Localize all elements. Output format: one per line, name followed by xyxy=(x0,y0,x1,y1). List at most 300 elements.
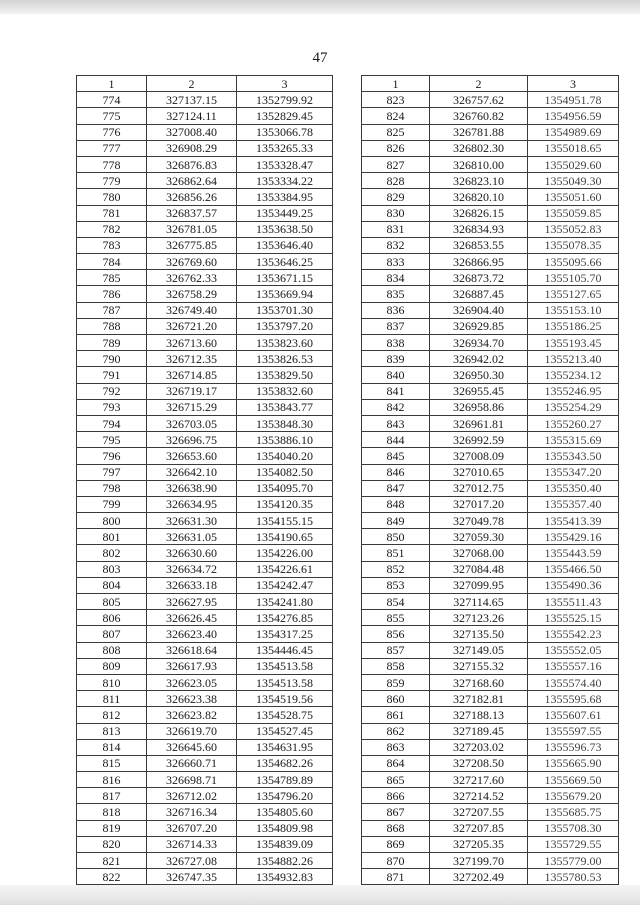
y-coordinate-cell: 1355350.40 xyxy=(528,480,619,496)
table-row xyxy=(362,707,619,723)
point-number-cell: 826 xyxy=(362,140,430,156)
point-number-cell: 823 xyxy=(362,92,430,108)
y-coordinate-cell: 1355260.27 xyxy=(528,415,619,431)
point-number-cell: 828 xyxy=(362,173,430,189)
table-row xyxy=(362,836,619,852)
table-row xyxy=(77,772,333,788)
table-row xyxy=(77,513,333,529)
x-coordinate-cell: 326853.55 xyxy=(430,237,528,253)
x-coordinate-cell: 326712.35 xyxy=(147,351,237,367)
x-coordinate-cell: 326715.29 xyxy=(147,399,237,415)
table-row xyxy=(77,156,333,172)
x-coordinate-cell: 326634.72 xyxy=(147,561,237,577)
y-coordinate-cell: 1355429.16 xyxy=(528,529,619,545)
table-row xyxy=(362,124,619,140)
point-number-cell: 855 xyxy=(362,610,430,626)
y-coordinate-cell: 1354528.75 xyxy=(237,707,333,723)
x-coordinate-cell: 327207.85 xyxy=(430,820,528,836)
table-row xyxy=(77,480,333,496)
y-coordinate-cell: 1353066.78 xyxy=(237,124,333,140)
y-coordinate-cell: 1355052.83 xyxy=(528,221,619,237)
point-number-cell: 853 xyxy=(362,577,430,593)
table-row xyxy=(362,674,619,690)
y-coordinate-cell: 1354190.65 xyxy=(237,529,333,545)
x-coordinate-cell: 326653.60 xyxy=(147,448,237,464)
y-coordinate-cell: 1353449.25 xyxy=(237,205,333,221)
point-number-cell: 787 xyxy=(77,302,147,318)
table-row xyxy=(362,367,619,383)
point-number-cell: 825 xyxy=(362,124,430,140)
point-number-cell: 863 xyxy=(362,739,430,755)
y-coordinate-cell: 1354513.58 xyxy=(237,658,333,674)
x-coordinate-cell: 326633.18 xyxy=(147,577,237,593)
y-coordinate-cell: 1352799.92 xyxy=(237,92,333,108)
table-header-row xyxy=(77,76,333,92)
x-coordinate-cell: 326631.05 xyxy=(147,529,237,545)
point-number-cell: 809 xyxy=(77,658,147,674)
x-coordinate-cell: 326826.15 xyxy=(430,205,528,221)
point-number-cell: 851 xyxy=(362,545,430,561)
point-number-cell: 865 xyxy=(362,772,430,788)
x-coordinate-cell: 327008.09 xyxy=(430,448,528,464)
x-coordinate-cell: 326714.33 xyxy=(147,836,237,852)
table-row xyxy=(362,496,619,512)
table-row xyxy=(362,448,619,464)
x-coordinate-cell: 327203.02 xyxy=(430,739,528,755)
table-row xyxy=(362,561,619,577)
y-coordinate-cell: 1355669.50 xyxy=(528,772,619,788)
point-number-cell: 820 xyxy=(77,836,147,852)
y-coordinate-cell: 1355597.55 xyxy=(528,723,619,739)
x-coordinate-cell: 327124.11 xyxy=(147,108,237,124)
table-row xyxy=(362,140,619,156)
point-number-cell: 802 xyxy=(77,545,147,561)
x-coordinate-cell: 326929.85 xyxy=(430,318,528,334)
table-row xyxy=(77,464,333,480)
table-row xyxy=(77,124,333,140)
point-number-cell: 797 xyxy=(77,464,147,480)
table-row xyxy=(362,464,619,480)
column-header-x: 2 xyxy=(147,76,237,92)
point-number-cell: 834 xyxy=(362,270,430,286)
x-coordinate-cell: 327199.70 xyxy=(430,853,528,869)
x-coordinate-cell: 327155.32 xyxy=(430,658,528,674)
x-coordinate-cell: 326876.83 xyxy=(147,156,237,172)
table-row xyxy=(362,415,619,431)
y-coordinate-cell: 1353823.60 xyxy=(237,335,333,351)
x-coordinate-cell: 326727.08 xyxy=(147,853,237,869)
table-row xyxy=(362,529,619,545)
x-coordinate-cell: 326623.05 xyxy=(147,674,237,690)
x-coordinate-cell: 327182.81 xyxy=(430,691,528,707)
x-coordinate-cell: 327012.75 xyxy=(430,480,528,496)
table-row xyxy=(362,205,619,221)
point-number-cell: 805 xyxy=(77,594,147,610)
point-number-cell: 844 xyxy=(362,432,430,448)
y-coordinate-cell: 1355413.39 xyxy=(528,513,619,529)
y-coordinate-cell: 1353669.94 xyxy=(237,286,333,302)
x-coordinate-cell: 326837.57 xyxy=(147,205,237,221)
point-number-cell: 824 xyxy=(362,108,430,124)
x-coordinate-cell: 326992.59 xyxy=(430,432,528,448)
point-number-cell: 815 xyxy=(77,755,147,771)
table-row xyxy=(77,594,333,610)
x-coordinate-cell: 326617.93 xyxy=(147,658,237,674)
x-coordinate-cell: 326714.85 xyxy=(147,367,237,383)
point-number-cell: 850 xyxy=(362,529,430,545)
point-number-cell: 774 xyxy=(77,92,147,108)
y-coordinate-cell: 1355596.73 xyxy=(528,739,619,755)
y-coordinate-cell: 1355254.29 xyxy=(528,399,619,415)
x-coordinate-cell: 326619.70 xyxy=(147,723,237,739)
x-coordinate-cell: 326908.29 xyxy=(147,140,237,156)
y-coordinate-cell: 1355029.60 xyxy=(528,156,619,172)
point-number-cell: 862 xyxy=(362,723,430,739)
y-coordinate-cell: 1354839.09 xyxy=(237,836,333,852)
x-coordinate-cell: 326696.75 xyxy=(147,432,237,448)
x-coordinate-cell: 327208.50 xyxy=(430,755,528,771)
point-number-cell: 790 xyxy=(77,351,147,367)
table-row xyxy=(77,869,333,885)
y-coordinate-cell: 1353671.15 xyxy=(237,270,333,286)
table-row xyxy=(77,820,333,836)
table-row xyxy=(362,92,619,108)
point-number-cell: 831 xyxy=(362,221,430,237)
point-number-cell: 779 xyxy=(77,173,147,189)
x-coordinate-cell: 326834.93 xyxy=(430,221,528,237)
table-row xyxy=(77,383,333,399)
x-coordinate-cell: 327217.60 xyxy=(430,772,528,788)
point-number-cell: 804 xyxy=(77,577,147,593)
y-coordinate-cell: 1355343.50 xyxy=(528,448,619,464)
point-number-cell: 852 xyxy=(362,561,430,577)
point-number-cell: 798 xyxy=(77,480,147,496)
point-number-cell: 868 xyxy=(362,820,430,836)
table-row xyxy=(362,772,619,788)
point-number-cell: 793 xyxy=(77,399,147,415)
x-coordinate-cell: 327135.50 xyxy=(430,626,528,642)
y-coordinate-cell: 1354989.69 xyxy=(528,124,619,140)
y-coordinate-cell: 1353829.50 xyxy=(237,367,333,383)
point-number-cell: 784 xyxy=(77,254,147,270)
table-row xyxy=(77,237,333,253)
y-coordinate-cell: 1354951.78 xyxy=(528,92,619,108)
x-coordinate-cell: 326631.30 xyxy=(147,513,237,529)
x-coordinate-cell: 326749.40 xyxy=(147,302,237,318)
x-coordinate-cell: 326703.05 xyxy=(147,415,237,431)
table-row xyxy=(362,755,619,771)
x-coordinate-cell: 327149.05 xyxy=(430,642,528,658)
y-coordinate-cell: 1354631.95 xyxy=(237,739,333,755)
point-number-cell: 864 xyxy=(362,755,430,771)
table-row xyxy=(362,221,619,237)
x-coordinate-cell: 327189.45 xyxy=(430,723,528,739)
point-number-cell: 827 xyxy=(362,156,430,172)
point-number-cell: 808 xyxy=(77,642,147,658)
x-coordinate-cell: 326866.95 xyxy=(430,254,528,270)
x-coordinate-cell: 326950.30 xyxy=(430,367,528,383)
table-row xyxy=(77,853,333,869)
table-row xyxy=(362,723,619,739)
y-coordinate-cell: 1355729.55 xyxy=(528,836,619,852)
point-number-cell: 867 xyxy=(362,804,430,820)
point-number-cell: 799 xyxy=(77,496,147,512)
x-coordinate-cell: 326623.38 xyxy=(147,691,237,707)
x-coordinate-cell: 326781.88 xyxy=(430,124,528,140)
point-number-cell: 813 xyxy=(77,723,147,739)
table-row xyxy=(77,788,333,804)
x-coordinate-cell: 326716.34 xyxy=(147,804,237,820)
x-coordinate-cell: 326762.33 xyxy=(147,270,237,286)
x-coordinate-cell: 327168.60 xyxy=(430,674,528,690)
point-number-cell: 838 xyxy=(362,335,430,351)
y-coordinate-cell: 1355443.59 xyxy=(528,545,619,561)
x-coordinate-cell: 326961.81 xyxy=(430,415,528,431)
table-row xyxy=(77,254,333,270)
y-coordinate-cell: 1352829.45 xyxy=(237,108,333,124)
x-coordinate-cell: 326757.62 xyxy=(430,92,528,108)
table-row xyxy=(77,432,333,448)
column-header-y: 3 xyxy=(528,76,619,92)
table-row xyxy=(77,739,333,755)
y-coordinate-cell: 1353334.22 xyxy=(237,173,333,189)
table-row xyxy=(77,707,333,723)
scan-top-edge xyxy=(0,0,640,14)
table-row xyxy=(362,351,619,367)
point-number-cell: 776 xyxy=(77,124,147,140)
y-coordinate-cell: 1355679.20 xyxy=(528,788,619,804)
table-row xyxy=(77,108,333,124)
y-coordinate-cell: 1353646.25 xyxy=(237,254,333,270)
point-number-cell: 846 xyxy=(362,464,430,480)
point-number-cell: 839 xyxy=(362,351,430,367)
y-coordinate-cell: 1355665.90 xyxy=(528,755,619,771)
point-number-cell: 789 xyxy=(77,335,147,351)
point-number-cell: 814 xyxy=(77,739,147,755)
x-coordinate-cell: 326758.29 xyxy=(147,286,237,302)
y-coordinate-cell: 1354226.00 xyxy=(237,545,333,561)
point-number-cell: 817 xyxy=(77,788,147,804)
table-row xyxy=(362,173,619,189)
point-number-cell: 871 xyxy=(362,869,430,885)
y-coordinate-cell: 1354095.70 xyxy=(237,480,333,496)
y-coordinate-cell: 1355595.68 xyxy=(528,691,619,707)
table-body-left xyxy=(77,92,333,885)
y-coordinate-cell: 1354155.15 xyxy=(237,513,333,529)
y-coordinate-cell: 1353265.33 xyxy=(237,140,333,156)
x-coordinate-cell: 327099.95 xyxy=(430,577,528,593)
table-row xyxy=(77,173,333,189)
table-row xyxy=(362,156,619,172)
table-row xyxy=(77,318,333,334)
point-number-cell: 775 xyxy=(77,108,147,124)
point-number-cell: 782 xyxy=(77,221,147,237)
table-row xyxy=(362,658,619,674)
point-number-cell: 810 xyxy=(77,674,147,690)
y-coordinate-cell: 1355525.15 xyxy=(528,610,619,626)
y-coordinate-cell: 1354527.45 xyxy=(237,723,333,739)
point-number-cell: 801 xyxy=(77,529,147,545)
x-coordinate-cell: 326823.10 xyxy=(430,173,528,189)
x-coordinate-cell: 326955.45 xyxy=(430,383,528,399)
table-row xyxy=(362,594,619,610)
x-coordinate-cell: 326862.64 xyxy=(147,173,237,189)
x-coordinate-cell: 327059.30 xyxy=(430,529,528,545)
point-number-cell: 800 xyxy=(77,513,147,529)
y-coordinate-cell: 1355607.61 xyxy=(528,707,619,723)
table-row xyxy=(362,108,619,124)
y-coordinate-cell: 1355193.45 xyxy=(528,335,619,351)
x-coordinate-cell: 326721.20 xyxy=(147,318,237,334)
y-coordinate-cell: 1355095.66 xyxy=(528,254,619,270)
y-coordinate-cell: 1354882.26 xyxy=(237,853,333,869)
table-row xyxy=(77,723,333,739)
y-coordinate-cell: 1353848.30 xyxy=(237,415,333,431)
point-number-cell: 778 xyxy=(77,156,147,172)
point-number-cell: 796 xyxy=(77,448,147,464)
point-number-cell: 821 xyxy=(77,853,147,869)
x-coordinate-cell: 326775.85 xyxy=(147,237,237,253)
table-row xyxy=(77,626,333,642)
point-number-cell: 869 xyxy=(362,836,430,852)
point-number-cell: 788 xyxy=(77,318,147,334)
table-row xyxy=(77,367,333,383)
table-row xyxy=(362,286,619,302)
table-row xyxy=(362,853,619,869)
table-row xyxy=(362,513,619,529)
y-coordinate-cell: 1354242.47 xyxy=(237,577,333,593)
column-header-y: 3 xyxy=(237,76,333,92)
x-coordinate-cell: 326747.35 xyxy=(147,869,237,885)
table-row xyxy=(77,399,333,415)
point-number-cell: 816 xyxy=(77,772,147,788)
point-number-cell: 857 xyxy=(362,642,430,658)
table-row xyxy=(362,642,619,658)
table-row xyxy=(362,432,619,448)
x-coordinate-cell: 327068.00 xyxy=(430,545,528,561)
coordinates-table-right xyxy=(361,75,619,885)
y-coordinate-cell: 1353843.77 xyxy=(237,399,333,415)
x-coordinate-cell: 326645.60 xyxy=(147,739,237,755)
point-number-cell: 870 xyxy=(362,853,430,869)
x-coordinate-cell: 326904.40 xyxy=(430,302,528,318)
y-coordinate-cell: 1355542.23 xyxy=(528,626,619,642)
point-number-cell: 860 xyxy=(362,691,430,707)
point-number-cell: 858 xyxy=(362,658,430,674)
point-number-cell: 829 xyxy=(362,189,430,205)
y-coordinate-cell: 1354809.98 xyxy=(237,820,333,836)
point-number-cell: 822 xyxy=(77,869,147,885)
x-coordinate-cell: 326627.95 xyxy=(147,594,237,610)
table-row xyxy=(77,448,333,464)
table-row xyxy=(77,270,333,286)
table-row xyxy=(77,691,333,707)
x-coordinate-cell: 326942.02 xyxy=(430,351,528,367)
y-coordinate-cell: 1355234.12 xyxy=(528,367,619,383)
point-number-cell: 836 xyxy=(362,302,430,318)
y-coordinate-cell: 1355552.05 xyxy=(528,642,619,658)
table-row xyxy=(77,577,333,593)
x-coordinate-cell: 327214.52 xyxy=(430,788,528,804)
point-number-cell: 845 xyxy=(362,448,430,464)
table-row xyxy=(77,92,333,108)
table-row xyxy=(362,302,619,318)
y-coordinate-cell: 1355213.40 xyxy=(528,351,619,367)
x-coordinate-cell: 326712.02 xyxy=(147,788,237,804)
y-coordinate-cell: 1354682.26 xyxy=(237,755,333,771)
y-coordinate-cell: 1355246.95 xyxy=(528,383,619,399)
point-number-cell: 849 xyxy=(362,513,430,529)
x-coordinate-cell: 326934.70 xyxy=(430,335,528,351)
point-number-cell: 794 xyxy=(77,415,147,431)
table-row xyxy=(77,496,333,512)
y-coordinate-cell: 1354519.56 xyxy=(237,691,333,707)
y-coordinate-cell: 1355078.35 xyxy=(528,237,619,253)
table-row xyxy=(77,529,333,545)
point-number-cell: 812 xyxy=(77,707,147,723)
y-coordinate-cell: 1355780.53 xyxy=(528,869,619,885)
point-number-cell: 835 xyxy=(362,286,430,302)
point-number-cell: 780 xyxy=(77,189,147,205)
x-coordinate-cell: 326769.60 xyxy=(147,254,237,270)
x-coordinate-cell: 327137.15 xyxy=(147,92,237,108)
point-number-cell: 819 xyxy=(77,820,147,836)
y-coordinate-cell: 1355708.30 xyxy=(528,820,619,836)
y-coordinate-cell: 1355315.69 xyxy=(528,432,619,448)
y-coordinate-cell: 1355779.00 xyxy=(528,853,619,869)
y-coordinate-cell: 1354446.45 xyxy=(237,642,333,658)
point-number-cell: 832 xyxy=(362,237,430,253)
x-coordinate-cell: 326618.64 xyxy=(147,642,237,658)
y-coordinate-cell: 1355051.60 xyxy=(528,189,619,205)
table-row xyxy=(362,545,619,561)
point-number-cell: 841 xyxy=(362,383,430,399)
y-coordinate-cell: 1355049.30 xyxy=(528,173,619,189)
y-coordinate-cell: 1354317.25 xyxy=(237,626,333,642)
point-number-cell: 856 xyxy=(362,626,430,642)
y-coordinate-cell: 1355490.36 xyxy=(528,577,619,593)
y-coordinate-cell: 1353826.53 xyxy=(237,351,333,367)
point-number-cell: 807 xyxy=(77,626,147,642)
point-number-cell: 837 xyxy=(362,318,430,334)
column-header-point-number: 1 xyxy=(362,76,430,92)
table-row xyxy=(77,674,333,690)
y-coordinate-cell: 1355574.40 xyxy=(528,674,619,690)
y-coordinate-cell: 1354789.89 xyxy=(237,772,333,788)
y-coordinate-cell: 1353638.50 xyxy=(237,221,333,237)
table-row xyxy=(362,739,619,755)
table-row xyxy=(362,480,619,496)
table-row xyxy=(77,351,333,367)
x-coordinate-cell: 326958.86 xyxy=(430,399,528,415)
point-number-cell: 777 xyxy=(77,140,147,156)
table-row xyxy=(77,610,333,626)
y-coordinate-cell: 1355127.65 xyxy=(528,286,619,302)
y-coordinate-cell: 1353646.40 xyxy=(237,237,333,253)
y-coordinate-cell: 1354226.61 xyxy=(237,561,333,577)
y-coordinate-cell: 1355105.70 xyxy=(528,270,619,286)
x-coordinate-cell: 326623.82 xyxy=(147,707,237,723)
table-row xyxy=(77,836,333,852)
point-number-cell: 854 xyxy=(362,594,430,610)
x-coordinate-cell: 326660.71 xyxy=(147,755,237,771)
x-coordinate-cell: 326719.17 xyxy=(147,383,237,399)
y-coordinate-cell: 1354956.59 xyxy=(528,108,619,124)
y-coordinate-cell: 1354805.60 xyxy=(237,804,333,820)
y-coordinate-cell: 1354276.85 xyxy=(237,610,333,626)
y-coordinate-cell: 1354796.20 xyxy=(237,788,333,804)
x-coordinate-cell: 327017.20 xyxy=(430,496,528,512)
